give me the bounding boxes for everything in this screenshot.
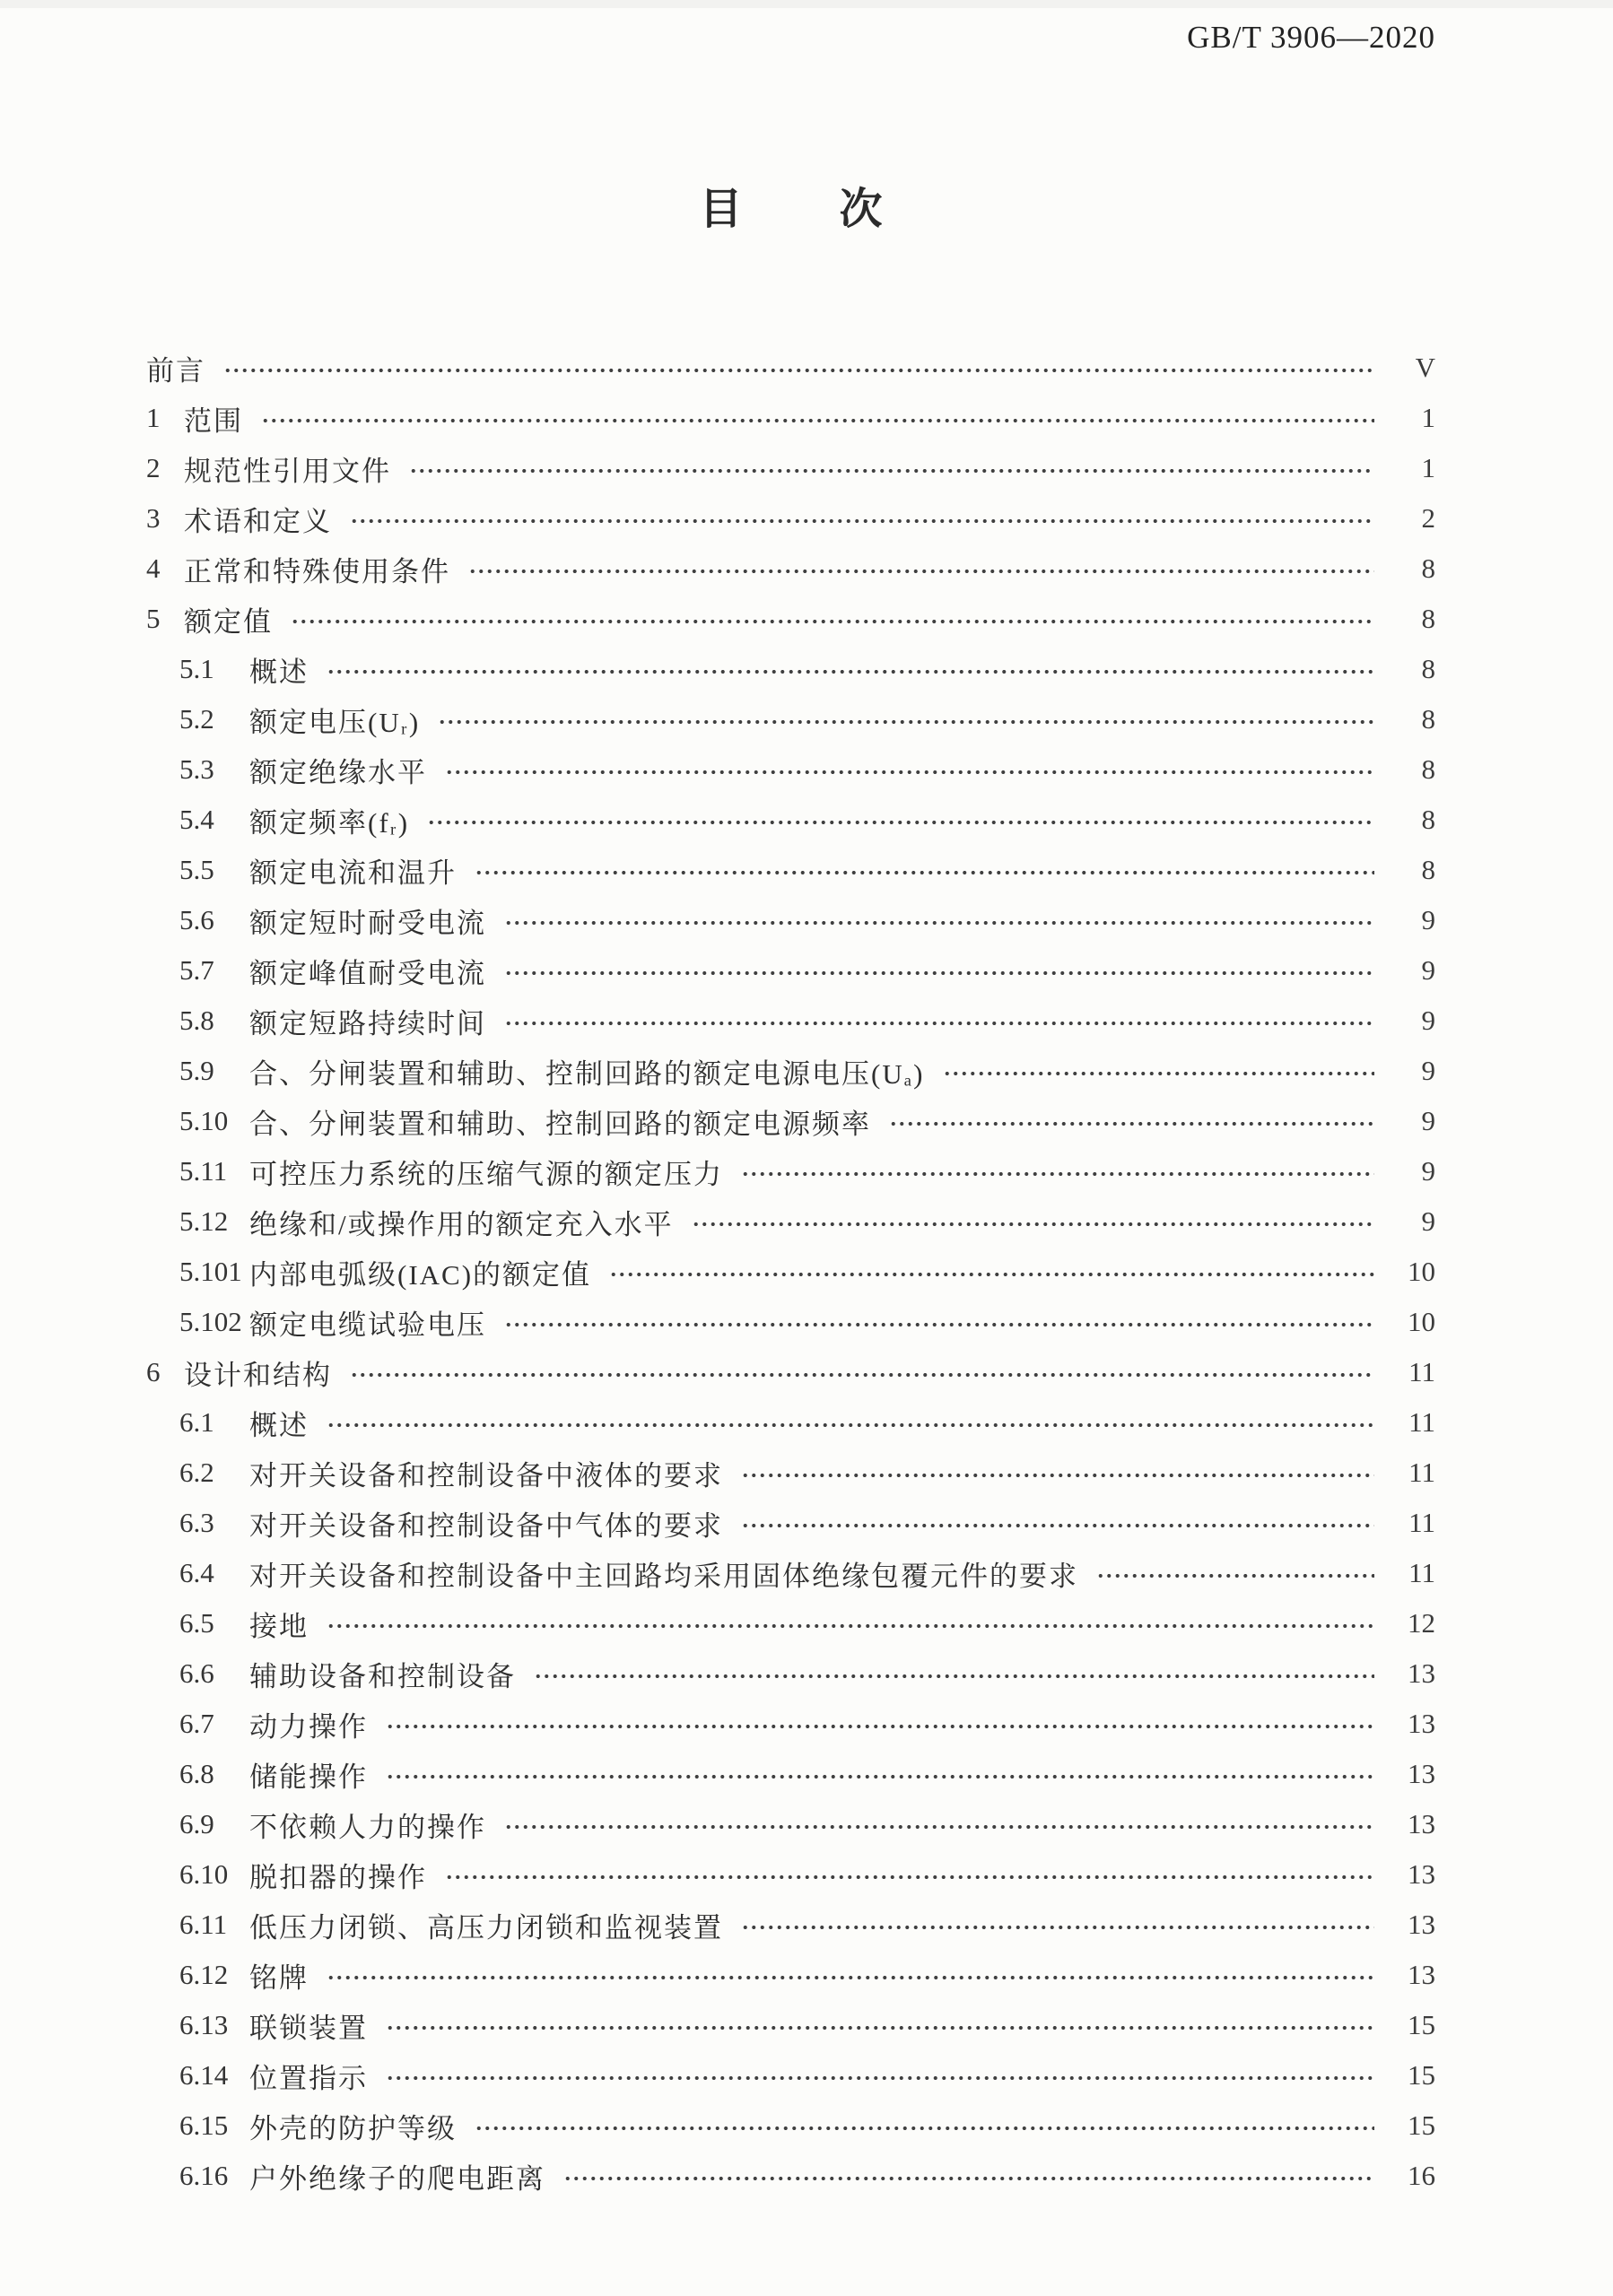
toc-entry-title: 正常和特殊使用条件: [184, 555, 450, 587]
dot-leader: [327, 1974, 1374, 1981]
toc-entry-title: 对开关设备和控制设备中液体的要求: [249, 1459, 723, 1492]
toc-entry-title: 术语和定义: [184, 505, 332, 537]
dot-leader: [223, 367, 1374, 374]
dot-leader: [741, 1924, 1374, 1931]
dot-leader: [261, 417, 1374, 424]
toc-entry-title: 设计和结构: [184, 1359, 332, 1391]
toc-entry-title: 户外绝缘子的爬电距离: [249, 2162, 545, 2195]
dot-leader: [889, 1120, 1374, 1127]
toc-entry-page: 13: [1408, 1708, 1435, 1739]
dot-leader: [409, 467, 1374, 474]
toc-entry: [146, 2151, 1435, 2201]
toc-entry-title: 额定值: [184, 605, 273, 638]
toc-entry: [146, 845, 1435, 895]
toc-entry-number: 5.2: [179, 703, 214, 735]
page-title: [146, 187, 1435, 234]
toc-entry-page: 13: [1408, 1657, 1435, 1689]
toc-entry-number: 2: [146, 452, 161, 483]
toc-entry-title: 联锁装置: [249, 2012, 368, 2044]
page-title-char-2: 次: [839, 186, 883, 233]
toc-entry-page: 8: [1421, 653, 1435, 684]
toc-entry-number: 6.3: [179, 1507, 214, 1538]
toc-entry-number: 6.2: [179, 1457, 214, 1488]
toc-entry: [146, 343, 1435, 393]
toc-entry: [146, 393, 1435, 443]
toc-entry-page: 9: [1421, 904, 1435, 935]
toc-entry-page: 8: [1421, 703, 1435, 735]
dot-leader: [504, 1020, 1374, 1027]
dot-leader: [475, 869, 1374, 876]
toc-entry-page: 9: [1421, 1155, 1435, 1187]
toc-entry-number: 5.102: [179, 1306, 242, 1337]
dot-leader: [386, 2024, 1374, 2031]
page-title-char-1: 目: [699, 186, 743, 233]
toc-entry-page: 13: [1408, 1959, 1435, 1990]
toc-entry: [146, 996, 1435, 1046]
toc-entry-number: 3: [146, 502, 161, 534]
toc-entry-title: 额定电压(Uᵣ): [249, 706, 421, 738]
toc-entry-page: 11: [1408, 1557, 1435, 1588]
toc-entry-page: 2: [1421, 502, 1435, 534]
toc-entry-page: 12: [1408, 1607, 1435, 1639]
toc-entry-title: 不依赖人力的操作: [249, 1811, 486, 1843]
toc-entry-title: 对开关设备和控制设备中气体的要求: [249, 1509, 723, 1542]
toc-entry: [146, 1247, 1435, 1297]
toc-entry-number: 6.11: [179, 1909, 228, 1940]
toc-entry-title: 动力操作: [249, 1710, 368, 1743]
toc-entry-page: 11: [1408, 1406, 1435, 1438]
toc-entry-page: 8: [1421, 854, 1435, 885]
scan-edge: [0, 0, 1613, 8]
toc-entry-page: 8: [1421, 552, 1435, 584]
toc-entry-title: 低压力闭锁、高压力闭锁和监视装置: [249, 1911, 723, 1944]
toc-entry-number: 5.4: [179, 804, 214, 835]
toc-entry: [146, 594, 1435, 644]
toc-entry-title: 额定短路持续时间: [249, 1007, 486, 1039]
toc-entry: [146, 1749, 1435, 1799]
toc-entry-title: 铭牌: [249, 1961, 309, 1994]
toc-entry-number: 6.10: [179, 1858, 229, 1890]
toc-entry-number: 6.13: [179, 2009, 229, 2040]
toc-entry-page: 11: [1408, 1356, 1435, 1387]
toc-entry-title: 额定频率(fᵣ): [249, 806, 410, 839]
dot-leader: [741, 1472, 1374, 1479]
toc-entry-page: 8: [1421, 804, 1435, 835]
toc-entry-page: 13: [1408, 1858, 1435, 1890]
toc-entry-page: 9: [1421, 1004, 1435, 1036]
toc-entry-title: 范围: [184, 404, 243, 437]
toc-entry-title: 对开关设备和控制设备中主回路均采用固体绝缘包覆元件的要求: [249, 1560, 1078, 1592]
toc-entry: [146, 795, 1435, 845]
toc-entry-title: 绝缘和/或操作用的额定充入水平: [249, 1208, 674, 1240]
toc-entry: [146, 1096, 1435, 1146]
toc-entry-page: 15: [1408, 2109, 1435, 2141]
toc-entry-number: 6.15: [179, 2109, 229, 2141]
dot-leader: [609, 1271, 1374, 1278]
dot-leader: [504, 1321, 1374, 1328]
toc-entry: [146, 945, 1435, 996]
toc-entry-title: 前言: [146, 354, 205, 387]
toc-entry-number: 4: [146, 552, 161, 584]
toc-entry-page: 15: [1408, 2009, 1435, 2040]
toc-entry-page: 11: [1408, 1507, 1435, 1538]
toc-entry: [146, 1598, 1435, 1648]
toc-entry: [146, 1448, 1435, 1498]
dot-leader: [386, 1723, 1374, 1730]
toc-entry-number: 6.9: [179, 1808, 214, 1839]
toc-entry: [146, 1196, 1435, 1247]
toc-entry-title: 接地: [249, 1610, 309, 1642]
toc-entry-title: 额定绝缘水平: [249, 756, 427, 788]
toc-entry-number: 5.7: [179, 954, 214, 986]
toc-entry-number: 1: [146, 402, 161, 433]
toc-entry-number: 6.1: [179, 1406, 214, 1438]
toc-entry-number: 6.8: [179, 1758, 214, 1789]
toc-entry-page: 11: [1408, 1457, 1435, 1488]
toc-entry: [146, 1297, 1435, 1347]
toc-entry: [146, 493, 1435, 544]
dot-leader: [291, 618, 1374, 625]
toc-entry: [146, 1498, 1435, 1548]
toc-entry-number: 5.10: [179, 1105, 229, 1136]
toc-entry: [146, 1347, 1435, 1397]
toc-entry-title: 外壳的防护等级: [249, 2112, 457, 2144]
toc-entry: [146, 694, 1435, 744]
toc-entry-number: 6.16: [179, 2160, 229, 2191]
dot-leader: [427, 819, 1374, 826]
dot-leader: [504, 919, 1374, 926]
toc-list: [146, 343, 1435, 2201]
dot-leader: [563, 2175, 1374, 2182]
toc-entry-title: 概述: [249, 656, 309, 688]
toc-entry-page: 1: [1421, 402, 1435, 433]
dot-leader: [445, 769, 1374, 776]
toc-entry-page: 9: [1421, 1205, 1435, 1237]
dot-leader: [741, 1522, 1374, 1529]
toc-entry-title: 规范性引用文件: [184, 455, 391, 487]
dot-leader: [504, 970, 1374, 977]
dot-leader: [741, 1170, 1374, 1178]
dot-leader: [943, 1070, 1374, 1077]
dot-leader: [327, 1622, 1374, 1630]
toc-entry-title: 储能操作: [249, 1761, 368, 1793]
dot-leader: [468, 568, 1374, 575]
toc-entry-title: 额定电流和温升: [249, 857, 457, 889]
toc-entry-title: 额定短时耐受电流: [249, 907, 486, 939]
dot-leader: [350, 1371, 1374, 1378]
toc-entry-number: 5: [146, 603, 161, 634]
toc-entry-title: 位置指示: [249, 2062, 368, 2094]
toc-entry-title: 辅助设备和控制设备: [249, 1660, 516, 1692]
toc-entry-title: 内部电弧级(IAC)的额定值: [249, 1258, 592, 1291]
toc-entry: [146, 744, 1435, 795]
toc-entry: [146, 1648, 1435, 1699]
toc-entry: [146, 1900, 1435, 1950]
toc-entry-page: 10: [1408, 1256, 1435, 1287]
toc-entry-page: 10: [1408, 1306, 1435, 1337]
toc-entry-number: 6.6: [179, 1657, 214, 1689]
toc-entry-title: 可控压力系统的压缩气源的额定压力: [249, 1158, 723, 1190]
toc-entry-page: 8: [1421, 753, 1435, 785]
dot-leader: [692, 1221, 1374, 1228]
toc-entry-number: 5.5: [179, 854, 214, 885]
toc-entry: [146, 644, 1435, 694]
toc-entry: [146, 1950, 1435, 2000]
toc-entry-page: 1: [1421, 452, 1435, 483]
dot-leader: [445, 1874, 1374, 1881]
toc-entry: [146, 1548, 1435, 1598]
dot-leader: [534, 1673, 1374, 1680]
toc-entry: [146, 895, 1435, 945]
toc-entry-page: 13: [1408, 1909, 1435, 1940]
toc-entry-number: 5.1: [179, 653, 214, 684]
toc-entry: [146, 1699, 1435, 1749]
dot-leader: [504, 1823, 1374, 1831]
toc-entry: [146, 1146, 1435, 1196]
toc-entry-title: 合、分闸装置和辅助、控制回路的额定电源频率: [249, 1108, 871, 1140]
toc-entry-number: 5.9: [179, 1055, 214, 1086]
toc-entry-page: 16: [1408, 2160, 1435, 2191]
toc-entry: [146, 1046, 1435, 1096]
toc-entry-title: 概述: [249, 1409, 309, 1441]
toc-entry-number: 5.101: [179, 1256, 242, 1287]
dot-leader: [350, 517, 1374, 525]
toc-entry-number: 5.11: [179, 1155, 228, 1187]
toc-entry-page: 9: [1421, 1055, 1435, 1086]
toc-entry: [146, 2050, 1435, 2100]
toc-entry-page: 9: [1421, 954, 1435, 986]
toc-entry-number: 6: [146, 1356, 161, 1387]
toc-entry-page: 9: [1421, 1105, 1435, 1136]
toc-entry-page: 15: [1408, 2059, 1435, 2091]
toc-entry-number: 5.8: [179, 1004, 214, 1036]
dot-leader: [327, 668, 1374, 675]
dot-leader: [438, 718, 1374, 726]
toc-entry: [146, 1397, 1435, 1448]
toc-entry: [146, 2000, 1435, 2050]
toc-entry: [146, 1849, 1435, 1900]
toc-entry-number: 6.5: [179, 1607, 214, 1639]
toc-entry-title: 脱扣器的操作: [249, 1861, 427, 1893]
dot-leader: [386, 2074, 1374, 2082]
toc-entry-page: 13: [1408, 1808, 1435, 1839]
toc-entry-number: 5.3: [179, 753, 214, 785]
toc-entry: [146, 544, 1435, 594]
toc-entry-title: 额定峰值耐受电流: [249, 957, 486, 989]
toc-entry: [146, 1799, 1435, 1849]
toc-entry-number: 6.12: [179, 1959, 229, 1990]
toc-entry-number: 6.7: [179, 1708, 214, 1739]
dot-leader: [327, 1422, 1374, 1429]
toc-entry-title: 额定电缆试验电压: [249, 1309, 486, 1341]
standard-code: GB/T 3906—2020: [1187, 20, 1435, 55]
dot-leader: [1096, 1572, 1374, 1579]
toc-entry-page: 8: [1421, 603, 1435, 634]
toc-entry-number: 6.4: [179, 1557, 214, 1588]
dot-leader: [475, 2125, 1374, 2132]
toc-entry-number: 5.6: [179, 904, 214, 935]
toc-entry-number: 5.12: [179, 1205, 229, 1237]
toc-entry-page: V: [1415, 352, 1435, 383]
toc-entry: [146, 443, 1435, 493]
dot-leader: [386, 1773, 1374, 1780]
toc-entry-page: 13: [1408, 1758, 1435, 1789]
toc-entry-number: 6.14: [179, 2059, 229, 2091]
toc-entry-title: 合、分闸装置和辅助、控制回路的额定电源电压(Uₐ): [249, 1057, 925, 1090]
toc-entry: [146, 2100, 1435, 2151]
